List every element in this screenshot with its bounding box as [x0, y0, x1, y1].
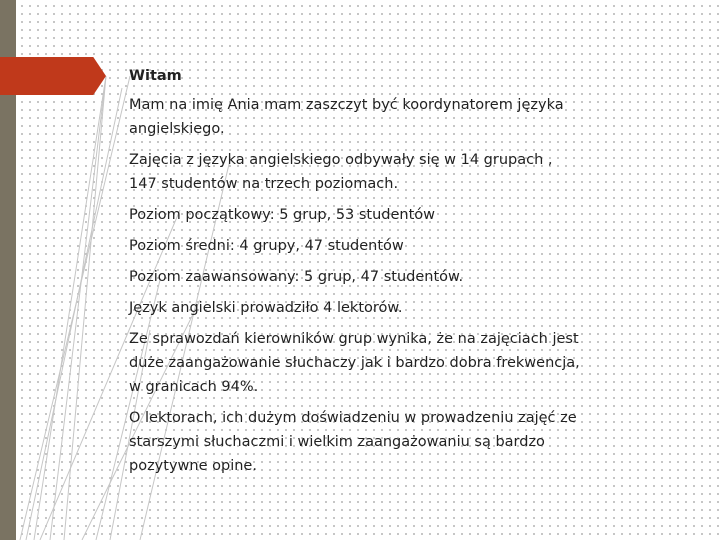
- paragraph-groups: Zajęcia z języka angielskiego odbywały się w 14 grupach , 147 studentów na trzech poziomach.: [129, 152, 553, 192]
- paragraph-reports: Ze sprawozdań kierowników grup wynika, że na zajęciach jest duże zaangażowanie słuchaczy jak i bardzo dobra frekwencja, w granicach 94%.: [129, 331, 580, 395]
- paragraph-lecturers: Język angielski prowadziło 4 lektorów.: [129, 300, 403, 316]
- white-panel: [16, 55, 116, 540]
- slide-content: [129, 64, 581, 485]
- greeting: Witam: [129, 68, 182, 84]
- paragraph-intro: Mam na imię Ania mam zaszczyt być koordynatorem języka angielskiego.: [129, 97, 564, 137]
- paragraph-level-intermediate: Poziom średni: 4 grupy, 47 studentów: [129, 238, 404, 254]
- paragraph-level-advanced: Poziom zaawansowany: 5 grup, 47 studentów.: [129, 269, 464, 285]
- accent-arrow: [0, 57, 106, 95]
- paragraph-opinions: O lektorach, ich dużym doświadzeniu w prowadzeniu zajęć ze starszymi słuchaczmi i wielkim zaangażowaniu są bardzo pozytywne opine.: [129, 410, 577, 474]
- paragraph-level-beginner: Poziom początkowy: 5 grup, 53 studentów: [129, 207, 436, 223]
